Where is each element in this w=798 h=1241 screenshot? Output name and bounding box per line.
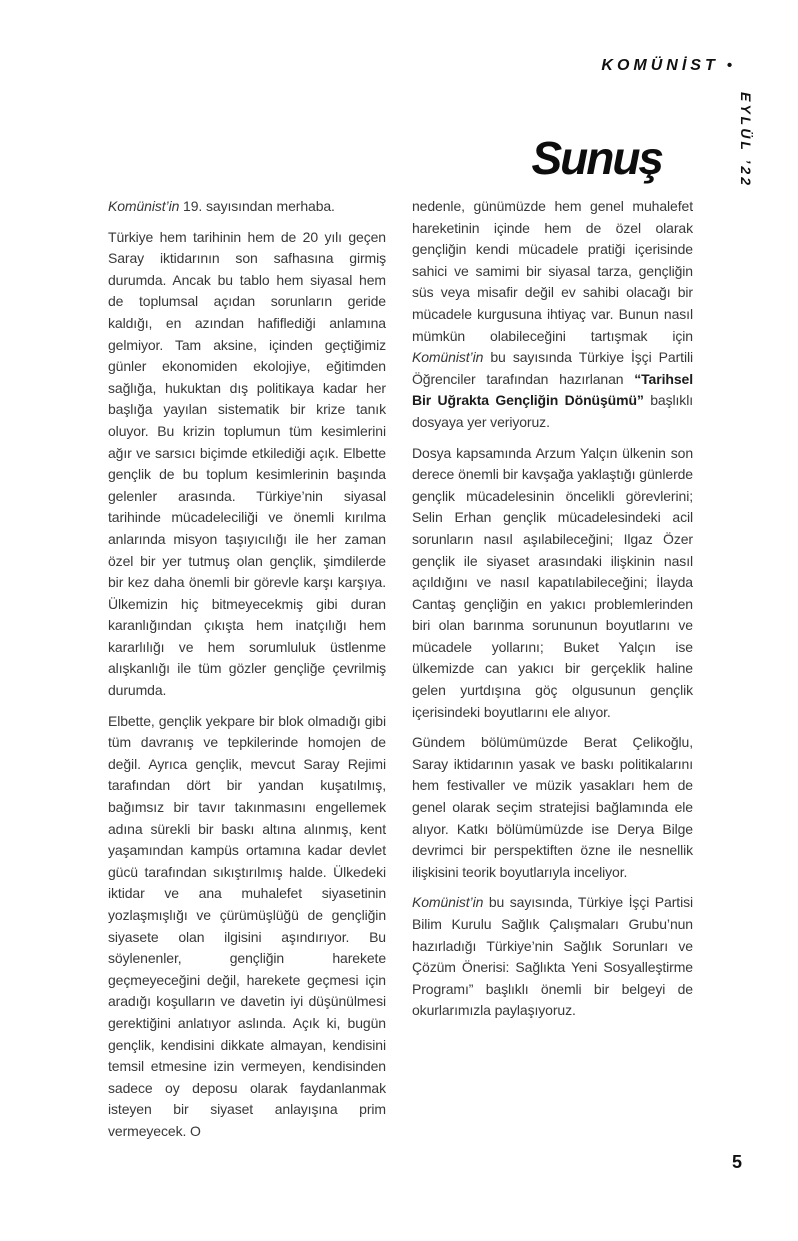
- masthead-bullet-icon: •: [726, 57, 732, 74]
- bold-run: “Tarihsel Bir Uğrakta Gençliğin Dönüşümü”: [412, 370, 693, 409]
- page-number: 5: [731, 1152, 742, 1172]
- text-run: 19. sayısından merhaba.: [179, 198, 335, 214]
- section-title: Sunuş: [531, 131, 662, 184]
- text-run: başlıklı dosyaya yer veriyoruz.: [412, 392, 694, 430]
- right-column: [412, 196, 693, 1031]
- text-run: bu sayısında, Türkiye İşçi Partisi Bilim Kurulu Sağlık Çalışmaları Grubu’nun hazırladığı Türkiye’nin Sağlık Sorunları ve Çözüm Önerisi: Sağlıkta Yeni Sosyalleştirme Programı” başlıklı önemli bir belgeyi de okurlarımızla paylaşıyoruz.: [412, 894, 693, 1019]
- paragraph: [108, 711, 386, 1143]
- text-run: Elbette, gençlik yekpare bir blok olmadığı gibi tüm davranış ve tepkilerinde homojen de değil. Ayrıca gençlik, mevcut Saray Rejimi tarafından dört bir yandan kuşatılmış, bağımsız bir tavır takınmasını engellemek adına sürekli bir baskı altına alınmış, kent yaşamından kampüs ortamına kadar devlet gücü tarafından sıkıştırılmış halde. Ülkedeki iktidar ve ana muhalefet siyasetinin yozlaşmışlığı ve çürümüşlüğü de gençliğin siyasete olan ilgisini aşındırıyor. Bu söylenenler, gençliğin harekete geçmeyeceğini değil, harekete geçmesi için aradığı koşulların ve davetin iyi düşünülmesi gerektiğini anlatıyor aslında. Açık ki, bugün gençlik, kendisini dikkate almayan, kendisini temsil etmesine izin vermeyen, kendisinden sadece oy deposu olarak faydanlanmak isteyen bir siyaset anlayışına prim vermeyecek. O: [108, 712, 386, 1139]
- paragraph: [412, 443, 693, 724]
- paragraph: [412, 892, 693, 1022]
- paragraph: [412, 196, 693, 434]
- italic-run: Komünist’in: [412, 894, 484, 911]
- text-run: Gündem bölümümüzde Berat Çelikoğlu, Saray iktidarının yasak ve baskı politikalarını hem festivaller ve müzik yasakları hem de genel olarak seçim stratejisi bağlamında ele alıyor. Katkı bölümümüzde ise Derya Bilge devrimci bir perspektiften özne ile nesnellik ilişkisini teorik boyutlarıyla inceliyor.: [412, 734, 693, 880]
- paragraph: [412, 732, 693, 883]
- paragraph: [108, 227, 386, 702]
- issue-date: EYLÜL ’22: [738, 92, 754, 188]
- left-column: [108, 196, 386, 1152]
- masthead: [601, 57, 732, 75]
- paragraph: [108, 196, 386, 218]
- text-run: bu sayısında Türkiye İşçi Partili Öğrenciler tarafından hazırlanan: [412, 349, 693, 387]
- text-run: nedenle, günümüzde hem genel muhalefet hareketinin içinde hem de özel olarak gençliğin kendi mücadele pratiği içerisinde sahici ve samimi bir siyasal tarza, gençliğin süs veya misafir değil ev sahibi olacağı bir mücadele kurgusuna ihtiyaç var. Bunun nasıl mümkün olabileceğini tartışmak için: [412, 198, 693, 344]
- italic-run: Komünist’in: [108, 198, 180, 214]
- text-run: Dosya kapsamında Arzum Yalçın ülkenin son derece önemli bir kavşağa yaklaştığı günlerde gençlik mücadelesinin öncelikli görevlerini; Selin Erhan gençlik mücadelesindeki acil sorunların nasıl aşılabileceğini; Ilgaz Özer gençlik ile siyaset arasındaki ilişkinin nasıl açıldığını ve nasıl kapatılabileceğini; İlayda Cantaş gençliğin en yakıcı problemlerinden biri olan barınma sorununun boyutlarını ve mücadele yollarını; Buket Yalçın ise ülkemizde can yakıcı bir gerçeklik haline gelen yurtdışına göç olgusunun gençlik içerisindeki boyutlarını ele alıyor.: [412, 444, 693, 720]
- italic-run: Komünist’in: [412, 349, 484, 366]
- text-run: Türkiye hem tarihinin hem de 20 yılı geçen Saray iktidarının son safhasına girmiş durumda. Ancak bu tablo hem siyasal hem de toplumsal açıdan sorunların geride kaldığı, en azından hafiflediği anlamına gelmiyor. Tam aksine, içinden geçtiğimiz günler ekonomiden ekolojiye, eğitimden sağlığa, hukuktan dış politikaya kadar her başlığa yayılan sistematik bir krize tanık oluyor. Bu krizin toplumun tüm kesimlerini ağır ve sarsıcı biçimde etkilediği açık. Elbette gençlik de bu toplum kesimlerinin başında gelenler arasında. Türkiye’nin siyasal tarihinde mücadeleciliği ve önemli kırılma anlarında misyon taşıyıcılığı ile her zaman özel bir yer tutmuş olan gençlik, şimdilerde bir kez daha önemli bir görevle karşı karşıya. Ülkemizin hiç bitmeyecekmiş gibi duran karanlığından çıkışta hem inatçılığı hem kararlılığı ve hem sorumluluk üstlenme alışkanlığı ile tüm gözler gençliğe çevrilmiş durumda.: [108, 228, 386, 699]
- magazine-title: KOMÜNİST: [601, 57, 719, 74]
